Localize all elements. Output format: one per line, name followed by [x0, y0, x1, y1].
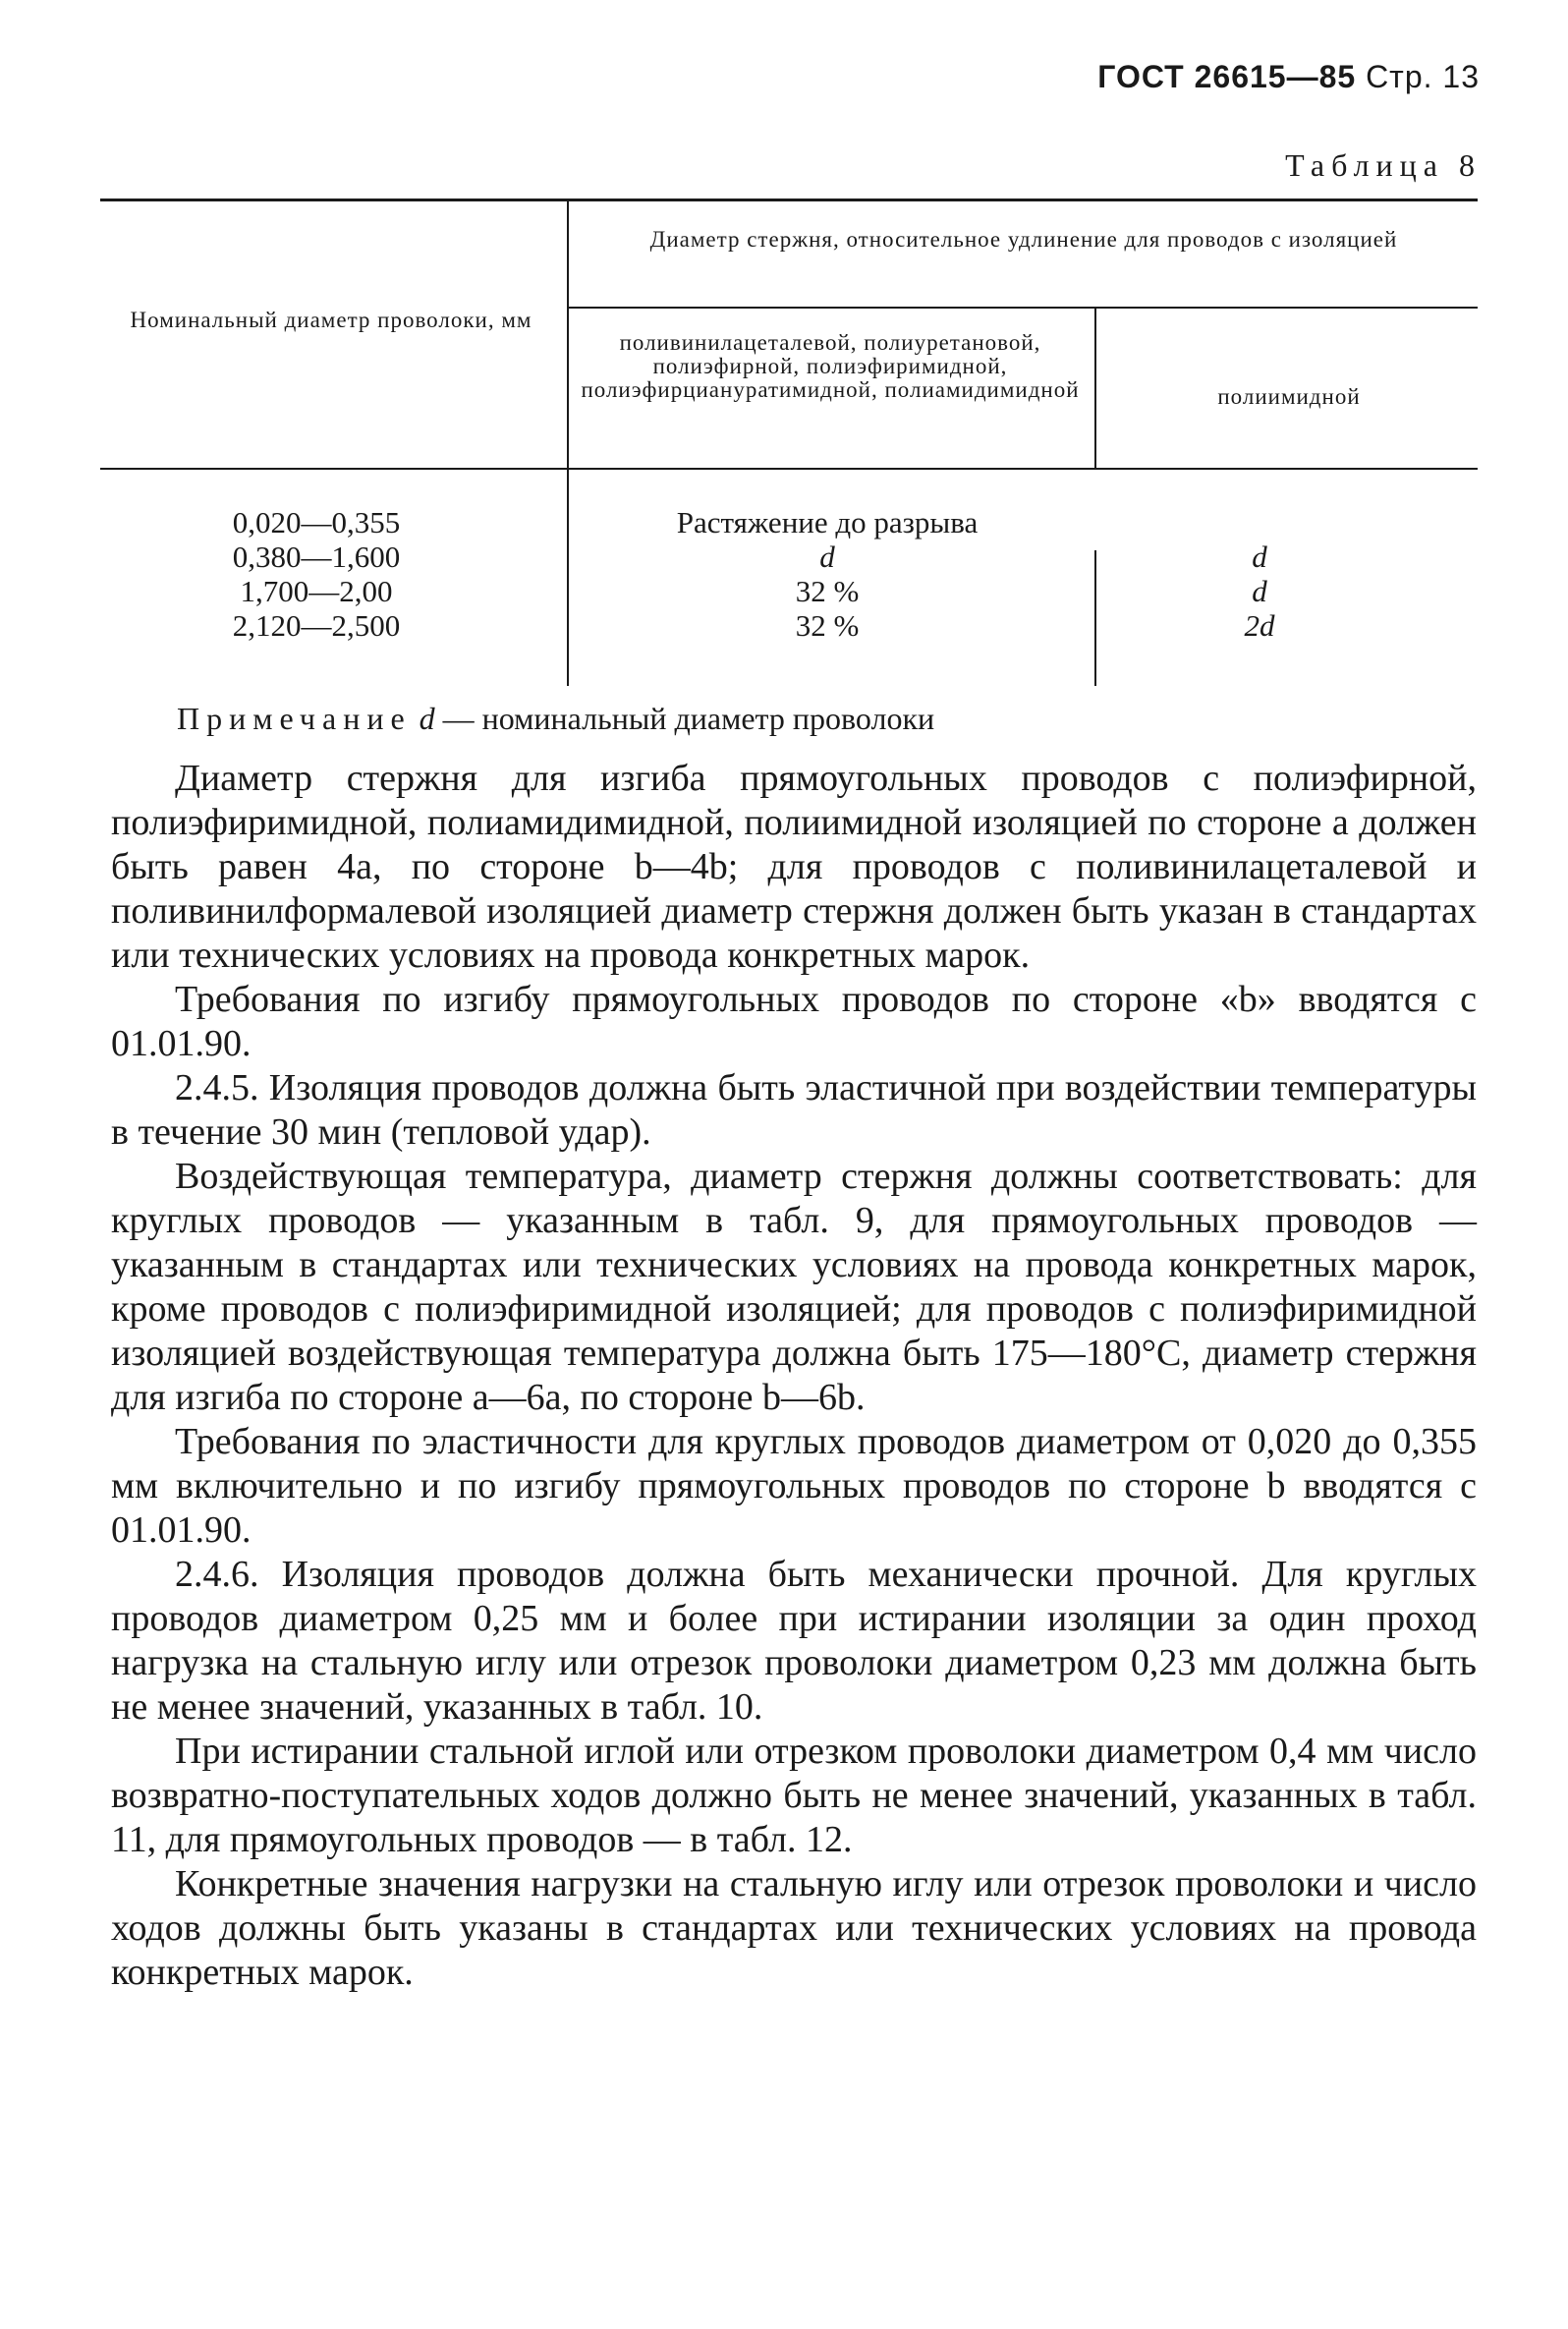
table-caption: Таблица 8: [1285, 147, 1482, 183]
body-text: [111, 757, 1477, 1995]
col1-body: [100, 505, 532, 643]
paragraph: 2.4.5. Изоляция проводов должна быть эластичной при воздействии температуры в течение 30 мин (тепловой удар).: [111, 1067, 1477, 1153]
table-cell: 2,120—2,500: [232, 608, 401, 643]
table-cell: 0,380—1,600: [232, 540, 401, 574]
col3-header: полиимидной: [1217, 384, 1361, 409]
paragraph: Воздействующая температура, диаметр стержня должны соответствовать: для круглых проводов — указанным в табл. 9, для прямоугольных проводов — указанным в стандартах или технических условиях на провода конкретных марок, кроме проводов с полиэфиримидной изоляцией; для проводов с полиэфиримидной изоляцией воздействующая температура должна быть 175—180°С, диаметр стержня для изгиба по стороне a—6a, по стороне b—6b.: [111, 1156, 1477, 1418]
col-divider-1: [567, 199, 569, 686]
standard-number: ГОСТ 26615—85: [1097, 59, 1357, 94]
page-number: Стр. 13: [1366, 59, 1480, 94]
paragraph: Диаметр стержня для изгиба прямоугольных проводов с полиэфирной, полиэфиримидной, полиамидимидной, полиимидной изоляцией по стороне a должен быть равен 4a, по стороне b—4b; для проводов с поливинилацеталевой и поливинилформалевой изоляцией диаметр стержня должен быть указан в стандартах или технических условиях на провода конкретных марок.: [111, 758, 1477, 976]
note-text: — номинальный диаметр проволоки: [442, 701, 935, 736]
group-rule: [567, 307, 1478, 309]
header-bottom-rule: [100, 468, 1478, 470]
note-label: Примечание: [177, 701, 412, 736]
table-note: [177, 701, 934, 737]
table-cell: 1,700—2,00: [240, 574, 393, 608]
col3-body: [1112, 540, 1407, 643]
table-top-rule: [100, 199, 1478, 201]
table-cell: d: [1252, 574, 1267, 608]
table-cell: 2d: [1244, 608, 1275, 643]
paragraph: Требования по эластичности для круглых проводов диаметром от 0,020 до 0,355 мм включительно и по изгибу прямоугольных проводов по стороне b вводятся с 01.01.90.: [111, 1421, 1477, 1551]
table-cell: d: [819, 540, 835, 574]
col2-header: поливинилацеталевой, полиуретановой, полиэфирной, полиэфиримидной, полиэфирциануратимидной, полиамидимидной: [581, 330, 1080, 402]
table-cell: Растяжение до разрыва: [676, 505, 979, 540]
col-divider-2-body: [1094, 550, 1096, 686]
paragraph: При истирании стальной иглой или отрезком проволоки диаметром 0,4 мм число возвратно-поступательных ходов должно быть не менее значений, указанных в табл. 11, для прямоугольных проводов — в табл. 12.: [111, 1731, 1477, 1860]
table-cell: d: [1252, 540, 1267, 574]
paragraph: 2.4.6. Изоляция проводов должна быть механически прочной. Для круглых проводов диаметром 0,25 мм и более при истирании изоляции за один проход нагрузка на стальную иглу или отрезок проволоки диаметром 0,23 мм должна быть не менее значений, указанных в табл. 10.: [111, 1554, 1477, 1728]
group-header: Диаметр стержня, относительное удлинение для проводов с изоляцией: [649, 227, 1398, 252]
paragraph: Конкретные значения нагрузки на стальную иглу или отрезок проволоки и число ходов должны быть указаны в стандартах или технических условиях на провода конкретных марок.: [111, 1863, 1477, 1993]
col-divider-2-header: [1094, 309, 1096, 468]
paragraph: Требования по изгибу прямоугольных проводов по стороне «b» вводятся с 01.01.90.: [111, 979, 1477, 1064]
table-cell: 32 %: [795, 608, 860, 643]
page-header: [1097, 59, 1480, 95]
col2-body: [582, 505, 1073, 643]
note-symbol: d: [419, 701, 435, 736]
table-cell: 0,020—0,355: [232, 505, 401, 540]
table-8: [100, 199, 1478, 688]
col1-header: Номинальный диаметр проволоки, мм: [130, 308, 532, 332]
table-cell: 32 %: [795, 574, 860, 608]
